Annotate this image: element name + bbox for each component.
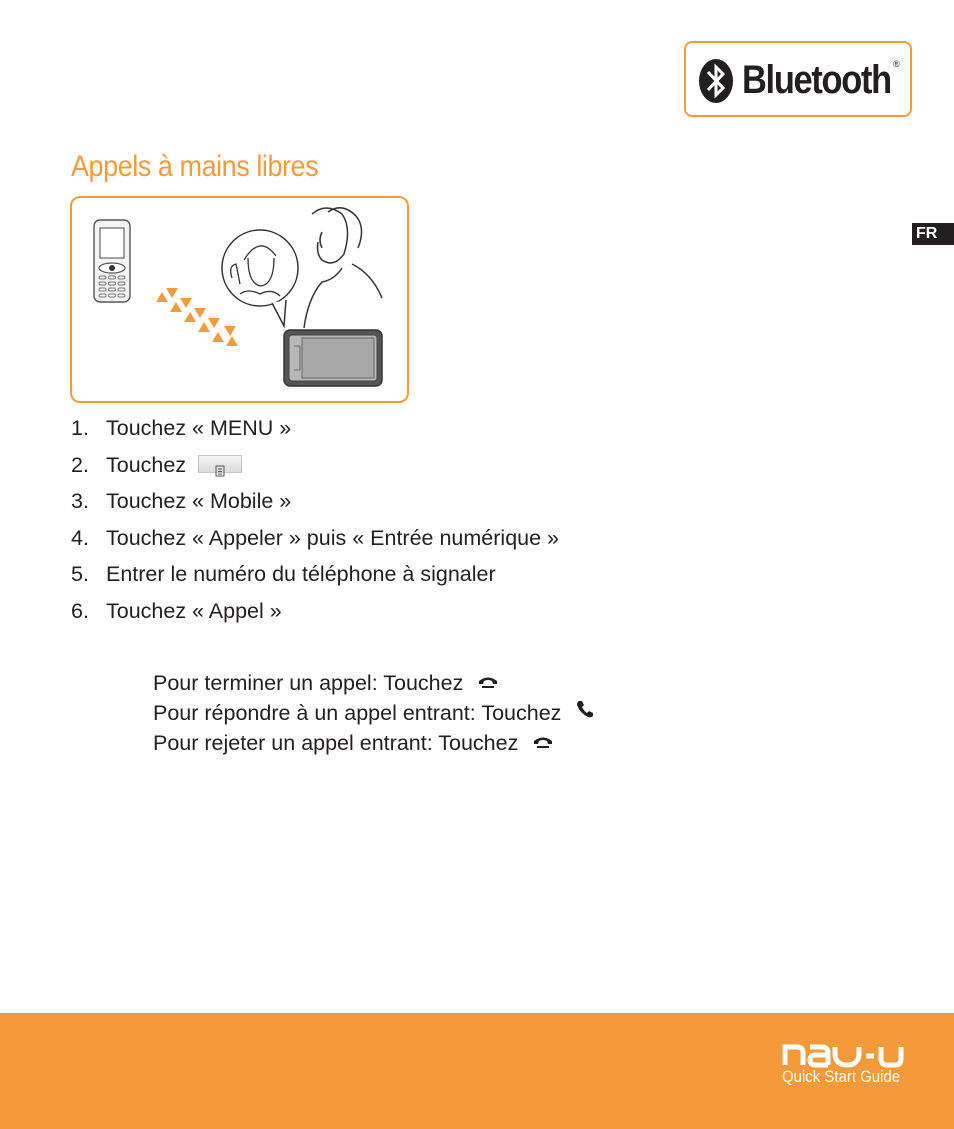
step-item	[71, 522, 559, 559]
hang-up-icon	[477, 667, 499, 697]
step-text: Touchez « MENU »	[106, 416, 292, 440]
navigation-device-icon	[284, 330, 382, 386]
step-number: 6.	[71, 598, 89, 623]
instruction-steps	[71, 412, 559, 632]
note-answer-call	[153, 698, 595, 728]
step-item	[71, 595, 559, 632]
note-text: Pour rejeter un appel entrant: Touchez	[153, 731, 519, 755]
step-item	[71, 412, 559, 449]
step-number: 1.	[71, 416, 89, 440]
driver-figure	[304, 208, 382, 328]
section-title: Appels à mains libres	[71, 150, 319, 183]
step-item	[71, 485, 559, 522]
handsfree-illustration-art	[72, 198, 407, 401]
signal-triangles	[156, 288, 238, 346]
bluetooth-logo	[684, 41, 912, 117]
caller-bubble	[222, 230, 298, 326]
step-text: Entrer le numéro du téléphone à signaler	[106, 562, 496, 587]
step-text: Touchez « Appeler » puis « Entrée numérique »	[106, 525, 559, 550]
step-item	[71, 449, 559, 486]
step-number: 2.	[71, 452, 89, 477]
phone-menu-button-icon	[198, 455, 242, 473]
note-reject-call	[153, 728, 595, 758]
step-number: 4.	[71, 525, 89, 550]
note-text: Pour répondre à un appel entrant: Touchez	[153, 701, 562, 725]
step-text: Touchez « Mobile »	[106, 489, 292, 514]
step-number: 3.	[71, 489, 89, 514]
hang-up-icon	[532, 727, 554, 757]
handsfree-illustration	[70, 196, 409, 403]
step-item	[71, 558, 559, 595]
note-text: Pour terminer un appel: Touchez	[153, 671, 464, 695]
language-badge: FR	[912, 223, 954, 245]
mobile-phone-icon	[94, 220, 130, 302]
quick-start-guide-label: Quick Start Guide	[782, 1067, 901, 1086]
answer-call-icon	[575, 697, 595, 727]
step-number: 5.	[71, 562, 89, 587]
note-end-call	[153, 668, 595, 698]
step-text: Touchez	[106, 452, 187, 477]
bluetooth-wordmark: Bluetooth	[742, 58, 891, 102]
registered-mark: ®	[893, 59, 900, 69]
step-text: Touchez « Appel »	[106, 598, 282, 623]
call-notes	[153, 668, 595, 758]
bluetooth-rune-icon	[698, 58, 734, 104]
